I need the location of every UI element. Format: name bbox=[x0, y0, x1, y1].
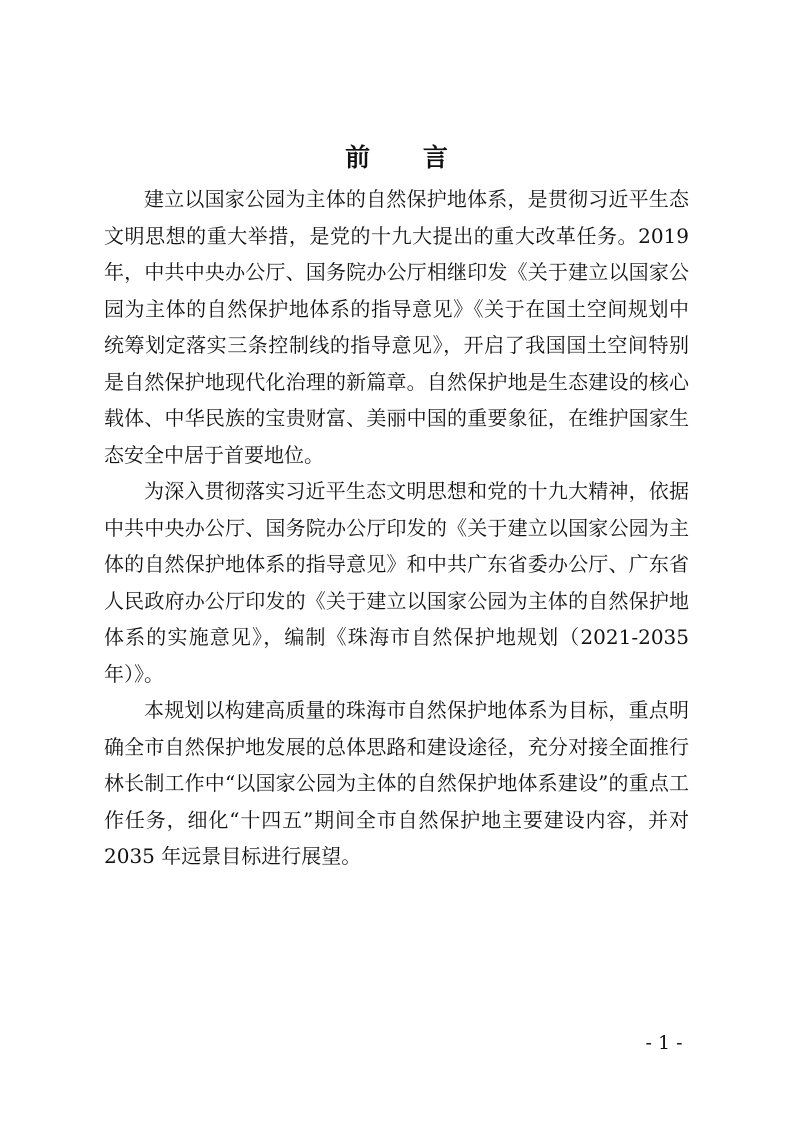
paragraph: 建立以国家公园为主体的自然保护地体系，是贯彻习近平生态文明思想的重大举措，是党的十九大提出的重大改革任务。2019 年，中共中央办公厅、国务院办公厅相继印发《关于建立以国家公园为主体的自然保护地体系的指导意见》《关于在国土空间规划中统筹划定落实三条控制线的指导意见》，开启了我国国土空间特别是自然保护地现代化治理的新篇章。自然保护地是生态建设的核心载体、中华民族的宝贵财富、美丽中国的重要象征，在维护国家生态安全中居于首要地位。 bbox=[104, 187, 689, 467]
paragraph: 为深入贯彻落实习近平生态文明思想和党的十九大精神，依据中共中央办公厅、国务院办公厅印发的《关于建立以国家公园为主体的自然保护地体系的指导意见》和中共广东省委办公厅、广东省人民政府办公厅印发的《关于建立以国家公园为主体的自然保护地体系的实施意见》，编制《珠海市自然保护地规划（2021-2035 年）》。 bbox=[104, 479, 689, 686]
page-title: 前 言 bbox=[345, 143, 470, 172]
page-number: - 1 - bbox=[645, 1032, 683, 1054]
document-body bbox=[104, 181, 689, 875]
paragraph: 本规划以构建高质量的珠海市自然保护地体系为目标，重点明确全市自然保护地发展的总体思路和建设途径，充分对接全面推行林长制工作中“以国家公园为主体的自然保护地体系建设”的重点工作任务，细化“十四五”期间全市自然保护地主要建设内容，并对 2035 年远景目标进行展望。 bbox=[104, 698, 689, 868]
